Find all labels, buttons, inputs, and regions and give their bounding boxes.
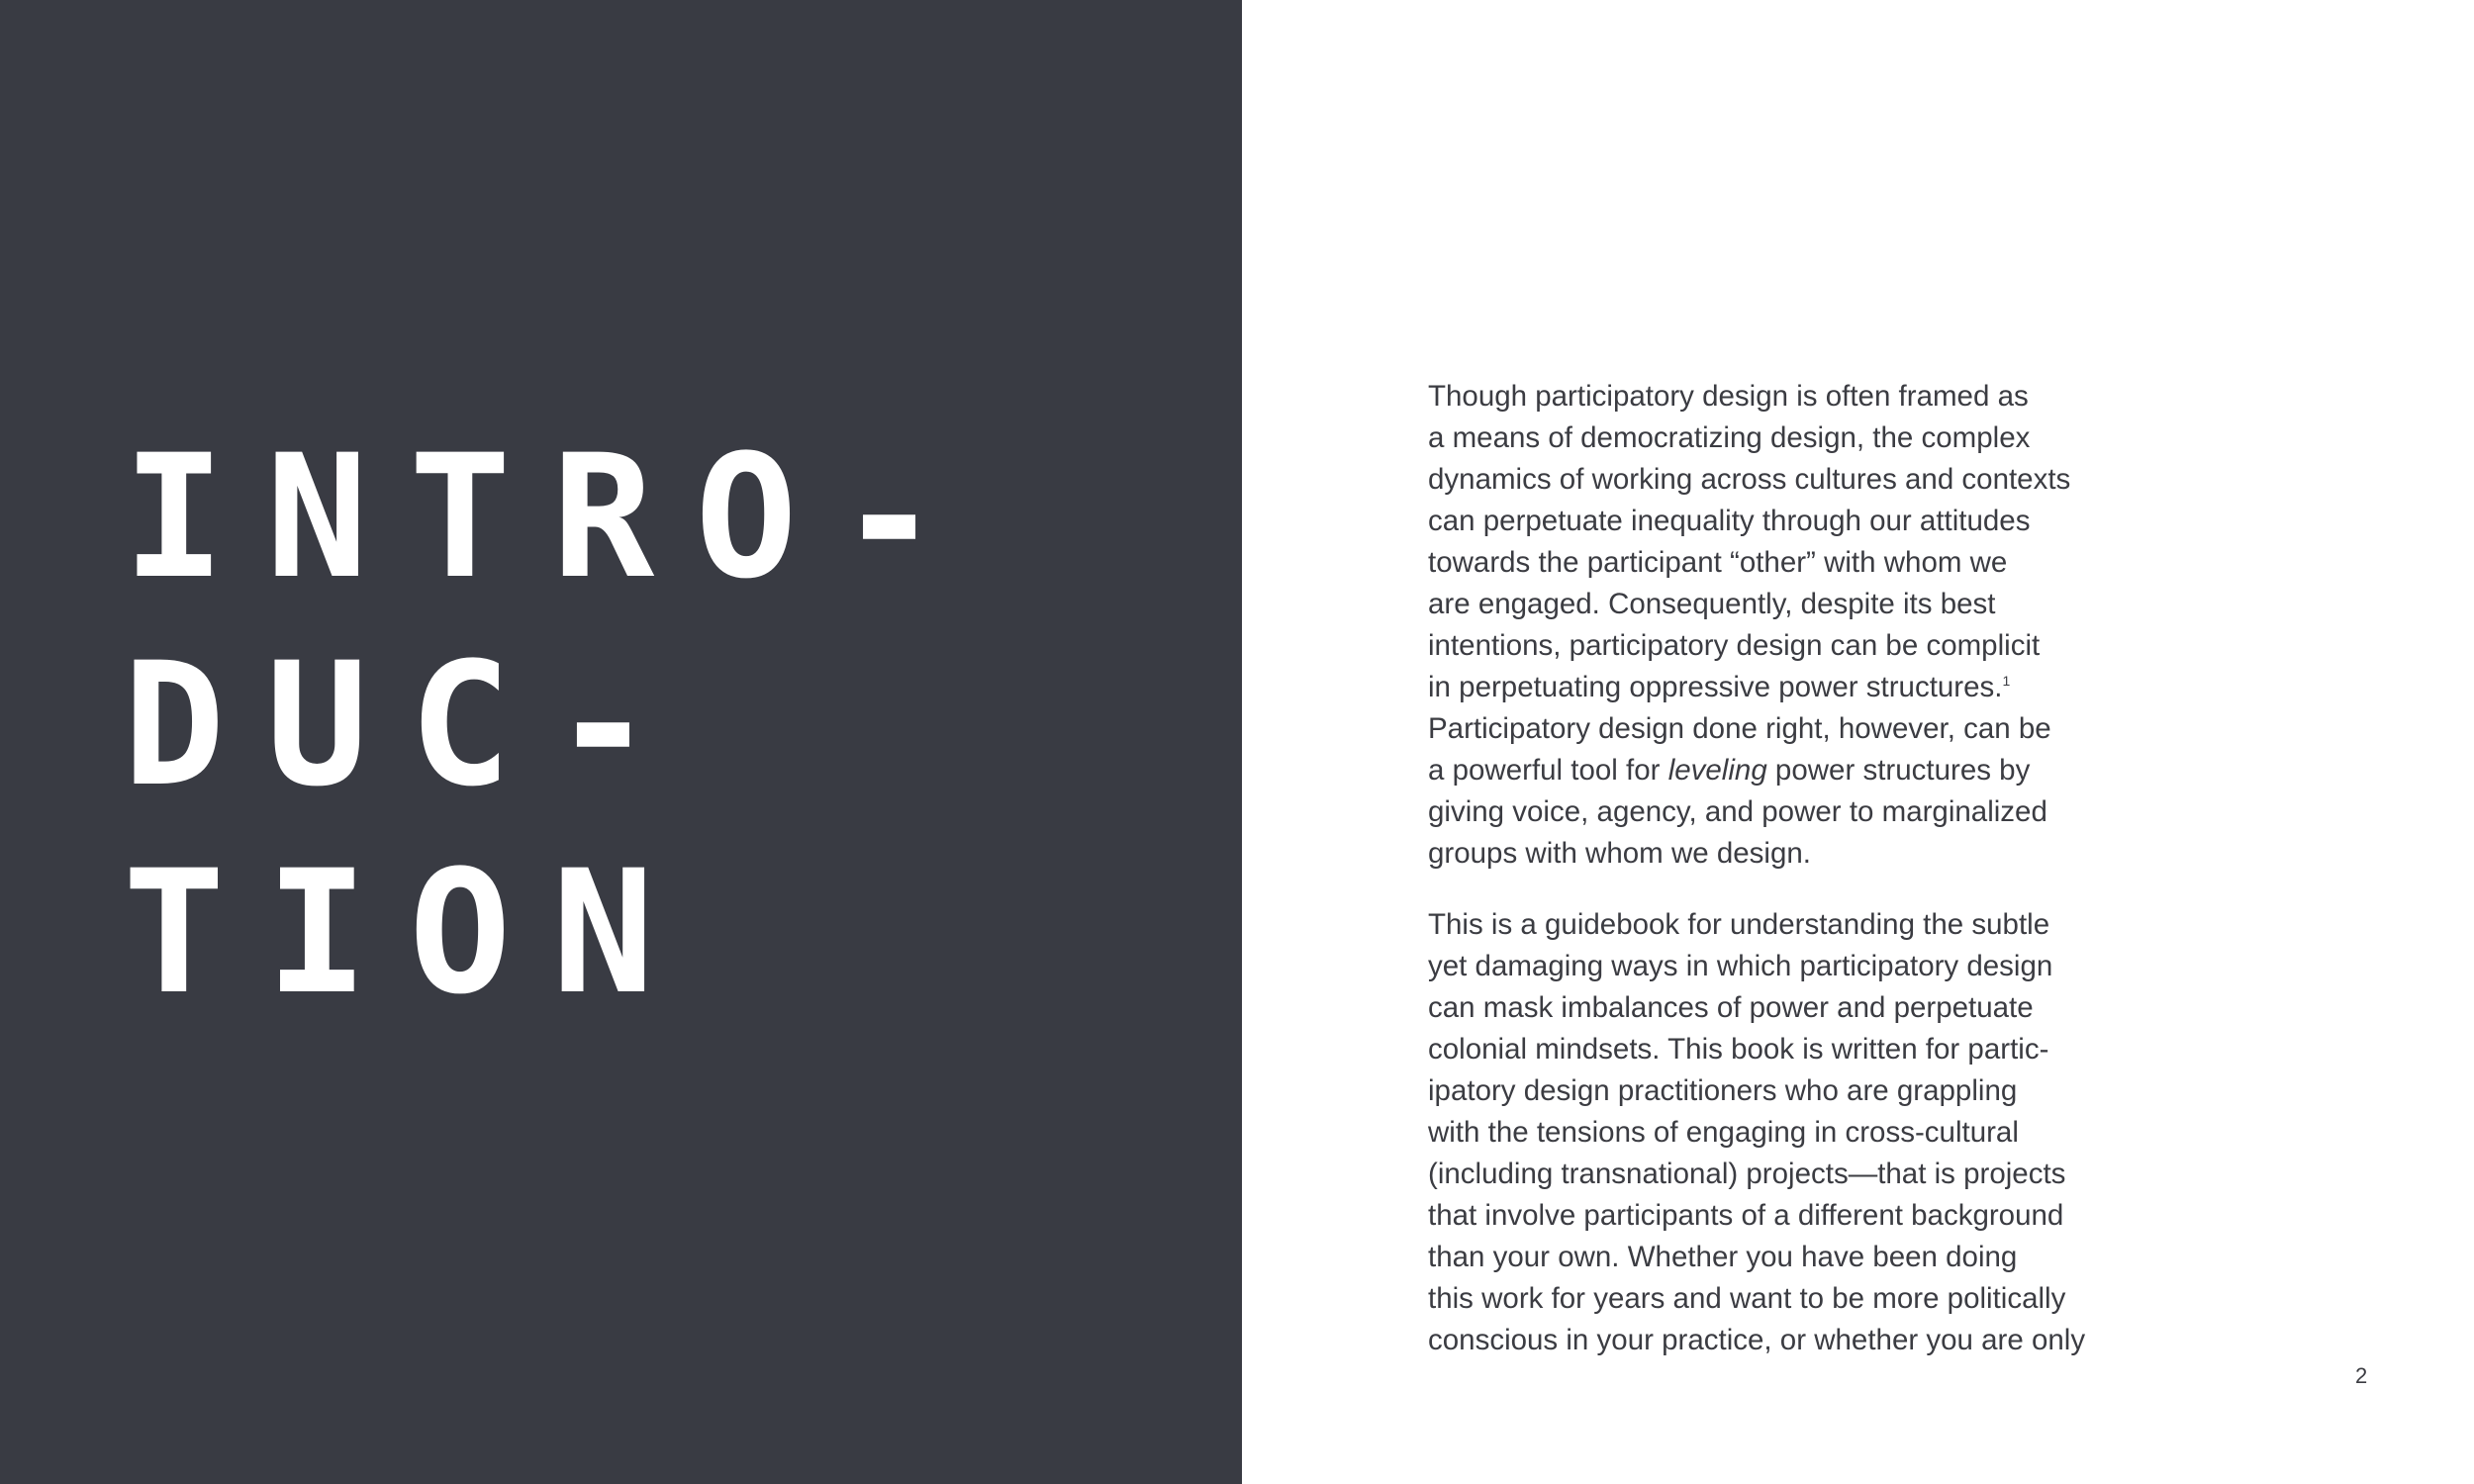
text-fragment: in perpetuating oppressive power structures. xyxy=(1428,671,2003,703)
text-line: dynamics of working across cultures and contexts xyxy=(1428,463,2071,496)
chapter-title-line: TION xyxy=(123,833,696,1032)
text-line: yet damaging ways in which participatory design xyxy=(1428,950,2053,982)
chapter-title-line: INTRO- xyxy=(123,417,982,616)
intro-paragraph-2 xyxy=(1428,904,2141,1361)
text-line: that involve participants of a different background xyxy=(1428,1199,2064,1232)
text-line: can mask imbalances of power and perpetuate xyxy=(1428,991,2034,1024)
text-fragment: power structures by xyxy=(1766,754,2031,787)
text-fragment: a powerful tool for xyxy=(1428,754,1668,787)
text-line-with-emphasis xyxy=(1428,750,2141,791)
text-line: conscious in your practice, or whether you are only xyxy=(1428,1324,2086,1356)
chapter-title xyxy=(123,414,981,1037)
text-line: (including transnational) projects—that is projects xyxy=(1428,1158,2066,1190)
text-line: Participatory design done right, however, can be xyxy=(1428,712,2051,745)
text-line: are engaged. Consequently, despite its best xyxy=(1428,588,1996,620)
emphasis-word: leveling xyxy=(1667,754,1767,787)
page-number: 2 xyxy=(2355,1363,2368,1388)
chapter-title-line: DUC- xyxy=(123,625,696,824)
text-line: towards the participant “other” with whom we xyxy=(1428,546,2008,579)
text-line: This is a guidebook for understanding the subtle xyxy=(1428,908,2050,941)
text-line: intentions, participatory design can be complicit xyxy=(1428,629,2041,662)
text-line: with the tensions of engaging in cross-cultural xyxy=(1428,1116,2019,1149)
footnote-marker: 1 xyxy=(2002,673,2011,689)
text-line: ipatory design practitioners who are grappling xyxy=(1428,1074,2018,1107)
text-line: than your own. Whether you have been doing xyxy=(1428,1241,2018,1273)
text-line: giving voice, agency, and power to marginalized xyxy=(1428,795,2047,828)
text-line-with-footnote xyxy=(1428,667,2141,708)
text-line: Though participatory design is often framed as xyxy=(1428,380,2029,413)
intro-paragraph-1 xyxy=(1428,376,2141,875)
text-line: a means of democratizing design, the complex xyxy=(1428,421,2031,454)
text-line: colonial mindsets. This book is written for partic- xyxy=(1428,1033,2049,1066)
body-text xyxy=(1428,376,2141,1391)
text-line: groups with whom we design. xyxy=(1428,837,1811,870)
text-line: can perpetuate inequality through our attitudes xyxy=(1428,505,2031,537)
text-line: this work for years and want to be more politically xyxy=(1428,1282,2066,1315)
